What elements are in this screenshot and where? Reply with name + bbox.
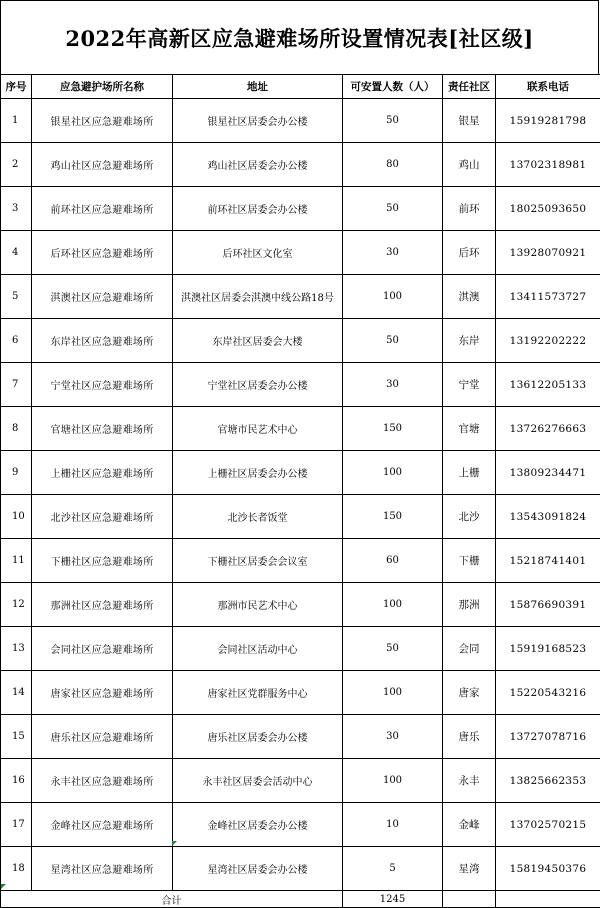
row-index: 11	[1, 539, 32, 583]
shelter-name: 永丰社区应急避难场所	[32, 759, 173, 803]
contact-phone: 13928070921	[496, 231, 600, 275]
shelter-name: 唐家社区应急避难场所	[32, 671, 173, 715]
shelter-address: 东岸社区居委会大楼	[173, 319, 343, 363]
responsible-community: 唐家	[443, 671, 496, 715]
responsible-community: 东岸	[443, 319, 496, 363]
row-index: 10	[1, 495, 32, 539]
row-index: 8	[1, 407, 32, 451]
shelter-name: 星湾社区应急避难场所	[32, 847, 173, 891]
shelter-capacity: 50	[343, 99, 443, 143]
shelter-name: 北沙社区应急避难场所	[32, 495, 173, 539]
responsible-community: 会同	[443, 627, 496, 671]
contact-phone: 13192202222	[496, 319, 600, 363]
shelter-address: 星湾社区居委会办公楼	[173, 847, 343, 891]
shelter-address: 鸡山社区居委会办公楼	[173, 143, 343, 187]
shelter-name: 银星社区应急避难场所	[32, 99, 173, 143]
responsible-community: 星湾	[443, 847, 496, 891]
table-row	[1, 847, 600, 891]
responsible-community: 后环	[443, 231, 496, 275]
shelter-capacity: 100	[343, 275, 443, 319]
shelter-name: 唐乐社区应急避难场所	[32, 715, 173, 759]
shelter-name: 后环社区应急避难场所	[32, 231, 173, 275]
responsible-community: 北沙	[443, 495, 496, 539]
header-phone: 联系电话	[496, 75, 600, 99]
shelter-name: 会同社区应急避难场所	[32, 627, 173, 671]
total-empty-community	[443, 891, 496, 908]
shelter-name: 淇澳社区应急避难场所	[32, 275, 173, 319]
header-index: 序号	[1, 75, 32, 99]
shelter-capacity: 100	[343, 671, 443, 715]
total-empty-phone	[496, 891, 600, 908]
shelter-capacity: 150	[343, 495, 443, 539]
responsible-community: 前环	[443, 187, 496, 231]
table-row	[1, 715, 600, 759]
table-row	[1, 627, 600, 671]
table-row	[1, 99, 600, 143]
contact-phone: 13411573727	[496, 275, 600, 319]
shelter-address: 宁堂社区居委会办公楼	[173, 363, 343, 407]
table-row	[1, 407, 600, 451]
total-label: 合计	[1, 891, 343, 908]
row-index: 7	[1, 363, 32, 407]
shelter-address: 会同社区活动中心	[173, 627, 343, 671]
table-row	[1, 275, 600, 319]
contact-phone: 13702318981	[496, 143, 600, 187]
shelter-address: 北沙长者饭堂	[173, 495, 343, 539]
contact-phone: 13809234471	[496, 451, 600, 495]
row-index: 3	[1, 187, 32, 231]
table-row	[1, 187, 600, 231]
responsible-community: 金峰	[443, 803, 496, 847]
responsible-community: 官塘	[443, 407, 496, 451]
shelter-address: 金峰社区居委会办公楼	[173, 803, 343, 847]
shelter-name: 前环社区应急避难场所	[32, 187, 173, 231]
responsible-community: 永丰	[443, 759, 496, 803]
table-body	[1, 99, 600, 908]
row-index: 18	[1, 847, 32, 891]
shelter-table	[0, 74, 600, 908]
shelter-address: 那洲市民艺术中心	[173, 583, 343, 627]
shelter-name: 东岸社区应急避难场所	[32, 319, 173, 363]
shelter-name: 鸡山社区应急避难场所	[32, 143, 173, 187]
contact-phone: 13727078716	[496, 715, 600, 759]
shelter-address: 上栅社区居委会办公楼	[173, 451, 343, 495]
header-name: 应急避护场所名称	[32, 75, 173, 99]
row-index: 5	[1, 275, 32, 319]
table-row	[1, 539, 600, 583]
table-row	[1, 363, 600, 407]
shelter-address: 前环社区居委会办公楼	[173, 187, 343, 231]
shelter-address: 唐家社区党群服务中心	[173, 671, 343, 715]
table-row	[1, 451, 600, 495]
row-index: 2	[1, 143, 32, 187]
row-index: 4	[1, 231, 32, 275]
shelter-capacity: 10	[343, 803, 443, 847]
shelter-address: 淇澳社区居委会淇澳中线公路18号	[173, 275, 343, 319]
shelter-capacity: 60	[343, 539, 443, 583]
comment-indicator-icon	[1, 884, 6, 889]
shelter-address: 银星社区居委会办公楼	[173, 99, 343, 143]
shelter-capacity: 30	[343, 715, 443, 759]
row-index: 14	[1, 671, 32, 715]
header-community: 责任社区	[443, 75, 496, 99]
row-index: 17	[1, 803, 32, 847]
shelter-address: 后环社区文化室	[173, 231, 343, 275]
header-capacity: 可安置人数（人）	[343, 75, 443, 99]
table-row	[1, 319, 600, 363]
shelter-capacity: 30	[343, 363, 443, 407]
contact-phone: 15919168523	[496, 627, 600, 671]
row-index: 12	[1, 583, 32, 627]
total-row	[1, 891, 600, 908]
contact-phone: 13702570215	[496, 803, 600, 847]
responsible-community: 银星	[443, 99, 496, 143]
table-row	[1, 803, 600, 847]
shelter-capacity: 50	[343, 187, 443, 231]
contact-phone: 18025093650	[496, 187, 600, 231]
responsible-community: 下栅	[443, 539, 496, 583]
contact-phone: 13726276663	[496, 407, 600, 451]
shelter-name: 那洲社区应急避难场所	[32, 583, 173, 627]
table-row	[1, 495, 600, 539]
shelter-capacity: 50	[343, 627, 443, 671]
row-index: 9	[1, 451, 32, 495]
total-capacity: 1245	[343, 891, 443, 908]
responsible-community: 上栅	[443, 451, 496, 495]
table-row	[1, 759, 600, 803]
row-index: 15	[1, 715, 32, 759]
sheet-title: 2022年高新区应急避难场所设置情况表[社区级]	[0, 0, 599, 75]
comment-indicator-icon	[172, 841, 177, 846]
contact-phone: 15876690391	[496, 583, 600, 627]
responsible-community: 那洲	[443, 583, 496, 627]
shelter-address: 下栅社区居委会会议室	[173, 539, 343, 583]
row-index: 13	[1, 627, 32, 671]
table-row	[1, 583, 600, 627]
shelter-name: 官塘社区应急避难场所	[32, 407, 173, 451]
shelter-name: 宁堂社区应急避难场所	[32, 363, 173, 407]
shelter-address: 官塘市民艺术中心	[173, 407, 343, 451]
contact-phone: 13543091824	[496, 495, 600, 539]
responsible-community: 宁堂	[443, 363, 496, 407]
row-index: 16	[1, 759, 32, 803]
responsible-community: 淇澳	[443, 275, 496, 319]
contact-phone: 15919281798	[496, 99, 600, 143]
table-row	[1, 231, 600, 275]
shelter-capacity: 5	[343, 847, 443, 891]
contact-phone: 15218741401	[496, 539, 600, 583]
header-address: 地址	[173, 75, 343, 99]
shelter-capacity: 100	[343, 451, 443, 495]
shelter-name: 金峰社区应急避难场所	[32, 803, 173, 847]
responsible-community: 鸡山	[443, 143, 496, 187]
shelter-capacity: 80	[343, 143, 443, 187]
row-index: 1	[1, 99, 32, 143]
shelter-address: 唐乐社区居委会办公楼	[173, 715, 343, 759]
table-row	[1, 671, 600, 715]
header-row	[1, 75, 600, 99]
contact-phone: 13825662353	[496, 759, 600, 803]
responsible-community: 唐乐	[443, 715, 496, 759]
row-index: 6	[1, 319, 32, 363]
contact-phone: 15220543216	[496, 671, 600, 715]
shelter-name: 下栅社区应急避难场所	[32, 539, 173, 583]
shelter-capacity: 100	[343, 759, 443, 803]
shelter-address: 永丰社区居委会活动中心	[173, 759, 343, 803]
contact-phone: 15819450376	[496, 847, 600, 891]
shelter-name: 上栅社区应急避难场所	[32, 451, 173, 495]
shelter-capacity: 30	[343, 231, 443, 275]
table-row	[1, 143, 600, 187]
shelter-capacity: 100	[343, 583, 443, 627]
shelter-capacity: 150	[343, 407, 443, 451]
shelter-capacity: 50	[343, 319, 443, 363]
contact-phone: 13612205133	[496, 363, 600, 407]
